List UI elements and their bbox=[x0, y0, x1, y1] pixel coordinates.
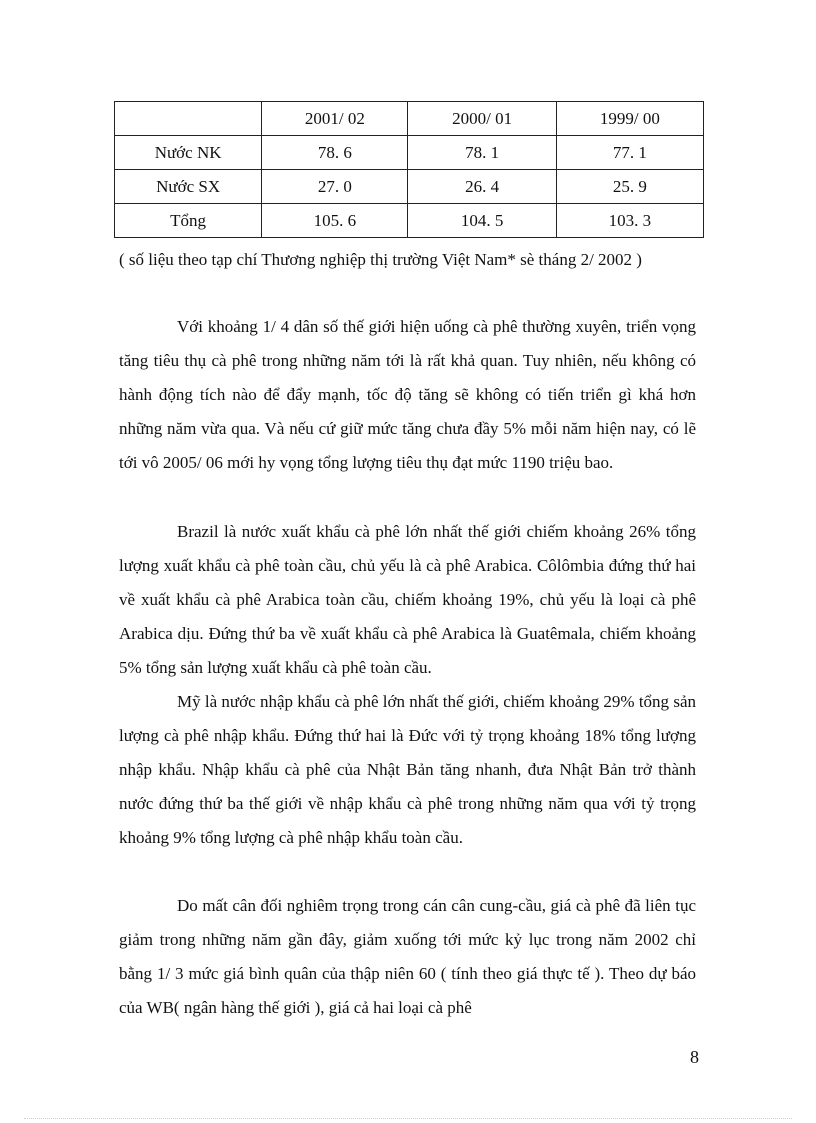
table-cell: 78. 1 bbox=[408, 136, 556, 170]
paragraph-importers: Mỹ là nước nhập khẩu cà phê lớn nhất thế giới, chiếm khoảng 29% tổng sản lượng cà phê nhập khẩu. Đứng thứ hai là Đức với tỷ trọng khoảng 18% tổng lượng nhập khẩu. Nhập khẩu cà phê của Nhật Bản tăng nhanh, đưa Nhật Bản trở thành nước đứng thứ ba thế giới về nhập khẩu cà phê trong những năm qua với tỷ trọng khoảng 9% tổng lượng cà phê nhập khẩu toàn cầu. bbox=[119, 692, 696, 847]
page-bottom-divider bbox=[24, 1118, 792, 1119]
table-cell: 78. 6 bbox=[262, 136, 408, 170]
paragraph-prices: Do mất cân đối nghiêm trọng trong cán cân cung-cầu, giá cà phê đã liên tục giảm trong những năm gần đây, giảm xuống tới mức kỷ lục trong năm 2002 chỉ bằng 1/ 3 mức giá bình quân của thập niên 60 ( tính theo giá thực tế ). Theo dự báo của WB( ngân hàng thế giới ), giá cả hai loại cà phê bbox=[119, 896, 696, 1017]
table-source-note: ( số liệu theo tạp chí Thương nghiệp thị trường Việt Nam* sè tháng 2/ 2002 ) bbox=[119, 250, 642, 269]
paragraph-consumption-outlook: Với khoảng 1/ 4 dân số thế giới hiện uống cà phê thường xuyên, triển vọng tăng tiêu thụ cà phê trong những năm tới là rất khả quan. Tuy nhiên, nếu không có hành động tích nào để đẩy mạnh, tốc độ tăng sẽ không có tiến triển gì khá hơn những năm vừa qua. Và nếu cứ giữ mức tăng chưa đầy 5% mỗi năm hiện nay, có lẽ tới vô 2005/ 06 mới hy vọng tổng lượng tiêu thụ đạt mức 1190 triệu bao. bbox=[119, 317, 696, 472]
table-header-cell bbox=[115, 102, 262, 136]
table-cell: 105. 6 bbox=[262, 204, 408, 238]
table-row-label: Nước SX bbox=[115, 170, 262, 204]
table-row bbox=[115, 136, 704, 170]
table-row bbox=[115, 204, 704, 238]
table-row-label: Nước NK bbox=[115, 136, 262, 170]
page-number: 8 bbox=[690, 1047, 699, 1067]
table-header-cell: 1999/ 00 bbox=[556, 102, 703, 136]
table-cell: 27. 0 bbox=[262, 170, 408, 204]
table-header-cell: 2001/ 02 bbox=[262, 102, 408, 136]
table-row bbox=[115, 170, 704, 204]
coffee-consumption-table bbox=[114, 101, 704, 238]
table-row-label: Tổng bbox=[115, 204, 262, 238]
table-cell: 25. 9 bbox=[556, 170, 703, 204]
table-cell: 104. 5 bbox=[408, 204, 556, 238]
table-cell: 103. 3 bbox=[556, 204, 703, 238]
table-header-cell: 2000/ 01 bbox=[408, 102, 556, 136]
table-cell: 77. 1 bbox=[556, 136, 703, 170]
table-cell: 26. 4 bbox=[408, 170, 556, 204]
table-header-row bbox=[115, 102, 704, 136]
paragraph-exporters: Brazil là nước xuất khẩu cà phê lớn nhất thế giới chiếm khoảng 26% tổng lượng xuất khẩu cà phê toàn cầu, chủ yếu là cà phê Arabica. Côlômbia đứng thứ hai về xuất khẩu cà phê Arabica toàn cầu, chiếm khoảng 19%, chủ yếu là loại cà phê Arabica dịu. Đứng thứ ba về xuất khẩu cà phê Arabica là Guatêmala, chiếm khoảng 5% tổng sản lượng xuất khẩu cà phê toàn cầu. bbox=[119, 522, 696, 677]
